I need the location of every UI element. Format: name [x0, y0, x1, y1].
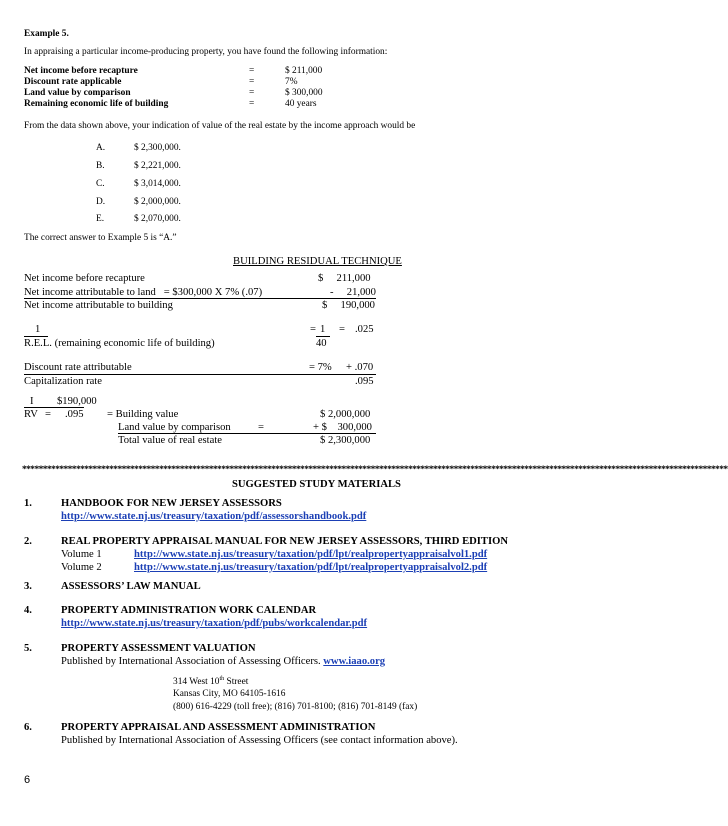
fraction-bar [24, 336, 48, 337]
fact-label: Net income before recapture [24, 66, 138, 76]
residual-row-value: $ 211,000 [318, 273, 371, 284]
cap-label: Capitalization rate [24, 376, 102, 387]
fact-label: Discount rate applicable [24, 77, 122, 87]
item-number: 6. [24, 722, 32, 733]
discount-value: = 7% [309, 362, 332, 373]
income-value: $190,000 [57, 396, 97, 407]
rv-eq: = [45, 409, 51, 420]
publisher-text: Published by International Association of Assessing Officers. [61, 656, 321, 667]
option-value: $ 2,221,000. [134, 161, 181, 171]
residual-row-value: - 21,000 [330, 287, 376, 298]
item-title: REAL PROPERTY APPRAISAL MANUAL FOR NEW JERSEY ASSESSORS, THIRD EDITION [61, 536, 509, 547]
study-heading: SUGGESTED STUDY MATERIALS [232, 479, 401, 490]
publisher-line [61, 656, 385, 667]
discount-label: Discount rate attributable [24, 362, 132, 373]
land-value: + $ 300,000 [313, 422, 372, 433]
item-title: ASSESSORS’ LAW MANUAL [61, 581, 201, 592]
fact-value: 40 years [285, 99, 317, 109]
land-value-label: Land value by comparison [118, 422, 231, 433]
residual-row-label: Net income attributable to land = $300,000 X 7% (.07) [24, 287, 263, 298]
rv-denominator: .095 [65, 409, 84, 420]
fraction-value: .025 [355, 324, 374, 335]
rel-label: R.E.L. (remaining economic life of building) [24, 338, 215, 349]
fraction-denominator: 40 [316, 338, 327, 349]
divider [24, 374, 376, 375]
option-letter: E. [96, 214, 105, 224]
item-title: HANDBOOK FOR NEW JERSEY ASSESSORS [61, 498, 282, 509]
option-value: $ 3,014,000. [134, 179, 181, 189]
option-letter: A. [96, 143, 106, 153]
fraction-numerator: 1 [35, 324, 41, 335]
land-value-eq: = [258, 422, 264, 433]
cap-value: .095 [355, 376, 374, 387]
item-title: PROPERTY ASSESSMENT VALUATION [61, 643, 256, 654]
option-letter: C. [96, 179, 105, 189]
total-value: $ 2,300,000 [320, 435, 371, 446]
address-street: 314 West 10th Street [173, 676, 249, 688]
fact-value: $ 211,000 [285, 66, 323, 76]
building-value: $ 2,000,000 [320, 409, 371, 420]
divider [24, 298, 376, 299]
income-label: I [30, 396, 34, 407]
item-number: 2. [24, 536, 32, 547]
item-number: 1. [24, 498, 32, 509]
item-number: 5. [24, 643, 32, 654]
fact-eq: = [249, 88, 255, 98]
volume1-link[interactable]: http://www.state.nj.us/treasury/taxation/pdf/lpt/realpropertyappraisalvol1.pdf [134, 549, 488, 560]
example-intro: In appraising a particular income-producing property, you have found the following information: [24, 47, 388, 57]
item-number: 3. [24, 581, 32, 592]
asterisk-separator: ************************************************************************************************************************************************************************** [22, 465, 728, 475]
fraction-eq: = [339, 324, 345, 335]
publisher-text: Published by International Association of Assessing Officers (see contact information above). [61, 735, 458, 746]
residual-row-label: Net income attributable to building [24, 300, 173, 311]
example-title: Example 5. [24, 29, 69, 39]
fact-label: Remaining economic life of building [24, 99, 169, 109]
item-title: PROPERTY APPRAISAL AND ASSESSMENT ADMINISTRATION [61, 722, 376, 733]
discount-plus: + .070 [346, 362, 374, 373]
fact-label: Land value by comparison [24, 88, 131, 98]
example-answer: The correct answer to Example 5 is “A.” [24, 233, 177, 243]
option-value: $ 2,000,000. [134, 197, 181, 207]
residual-row-value: $ 190,000 [322, 300, 375, 311]
building-value-label: = Building value [107, 409, 179, 420]
residual-heading: BUILDING RESIDUAL TECHNIQUE [233, 256, 402, 267]
handbook-link[interactable]: http://www.state.nj.us/treasury/taxation/pdf/assessorshandbook.pdf [61, 511, 367, 522]
fraction-bar [24, 407, 84, 408]
total-value-label: Total value of real estate [118, 435, 222, 446]
option-letter: B. [96, 161, 105, 171]
volume-label: Volume 1 [61, 549, 102, 560]
residual-row-label: Net income before recapture [24, 273, 145, 284]
item-number: 4. [24, 605, 32, 616]
fact-eq: = [249, 66, 255, 76]
fact-value: 7% [285, 77, 298, 87]
volume2-link[interactable]: http://www.state.nj.us/treasury/taxation/pdf/lpt/realpropertyappraisalvol2.pdf [134, 562, 488, 573]
option-letter: D. [96, 197, 106, 207]
example-question: From the data shown above, your indication of value of the real estate by the income approach would be [24, 121, 416, 131]
fact-value: $ 300,000 [285, 88, 323, 98]
rv-label: RV [24, 409, 38, 420]
fact-eq: = [249, 77, 255, 87]
fraction-eq: = [310, 324, 316, 335]
address-phone: (800) 616-4229 (toll free); (816) 701-8100; (816) 701-8149 (fax) [173, 702, 418, 712]
option-value: $ 2,070,000. [134, 214, 181, 224]
address-city: Kansas City, MO 64105-1616 [173, 689, 286, 699]
item-title: PROPERTY ADMINISTRATION WORK CALENDAR [61, 605, 317, 616]
fraction-numerator: 1 [320, 324, 326, 335]
work-calendar-link[interactable]: http://www.state.nj.us/treasury/taxation/pdf/pubs/workcalendar.pdf [61, 618, 368, 629]
fraction-bar [316, 336, 330, 337]
volume-label: Volume 2 [61, 562, 102, 573]
fact-eq: = [249, 99, 255, 109]
divider [118, 433, 376, 434]
option-value: $ 2,300,000. [134, 143, 181, 153]
page-number: 6 [24, 774, 31, 786]
iaao-link[interactable]: www.iaao.org [323, 656, 386, 667]
